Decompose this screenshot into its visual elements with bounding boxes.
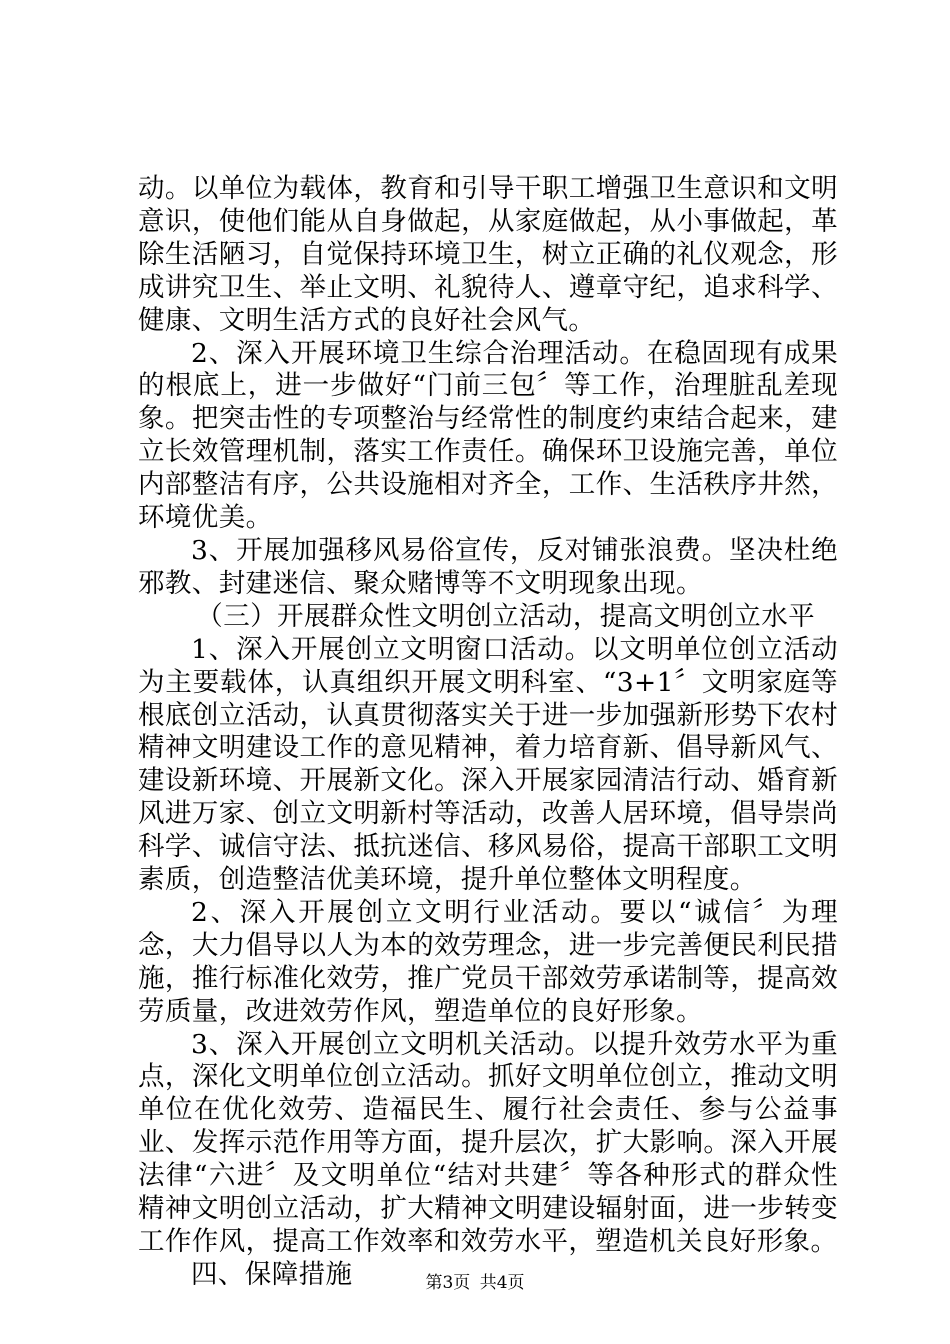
- paragraph-civilized-agency: 3、深入开展创立文明机关活动。以提升效劳水平为重点，深化文明单位创立活动。抓好文明单位创立，推动文明单位在优化效劳、造福民生、履行社会责任、参与公益事业、发挥示范作用等方面，提升层次，扩大影响。深入开展法律“六进〞及文明单位“结对共建〞等各种形式的群众性精神文明创立活动，扩大精神文明建设辐射面，进一步转变工作作风，提高工作效率和效劳水平，塑造机关良好形象。: [138, 1028, 838, 1257]
- page-footer: [0, 1272, 950, 1294]
- paragraph-hygiene-education: 动。以单位为载体，教育和引导干职工增强卫生意识和文明意识，使他们能从自身做起，从家庭做起，从小事做起，革除生活陋习，自觉保持环境卫生，树立正确的礼仪观念，形成讲究卫生、举止文明、礼貌待人、遵章守纪，追求科学、健康、文明生活方式的良好社会风气。: [138, 173, 838, 336]
- paragraph-customs-reform: 3、开展加强移风易俗宣传，反对铺张浪费。坚决杜绝邪教、封建迷信、聚众赌博等不文明现象出现。: [138, 534, 838, 599]
- section-heading-four: 四、保障措施: [191, 1258, 353, 1290]
- page-total: 共4页: [479, 1273, 525, 1293]
- paragraph-civilized-window: 1、深入开展创立文明窗口活动。以文明单位创立活动为主要载体，认真组织开展文明科室、“3+1〞文明家庭等根底创立活动，认真贯彻落实关于进一步加强新形势下农村精神文明建设工作的意见精神，着力培育新、倡导新风气、建设新环境、开展新文化。深入开展家园清洁行动、婚育新风进万家、创立文明新村等活动，改善人居环境，倡导崇尚科学、诚信守法、抵抗迷信、移风易俗，提高干部职工文明素质，创造整洁优美环境，提升单位整体文明程度。: [138, 633, 838, 896]
- section-heading-three: （三）开展群众性文明创立活动，提高文明创立水平: [196, 600, 815, 632]
- page-number: 第3页: [425, 1273, 471, 1293]
- document-body: [138, 173, 838, 1292]
- paragraph-civilized-industry: 2、深入开展创立文明行业活动。要以“诚信〞为理念，大力倡导以人为本的效劳理念，进一步完善便民利民措施，推行标准化效劳，推广党员干部效劳承诺制等，提高效劳质量，改进效劳作风，塑造单位的良好形象。: [138, 896, 838, 1027]
- paragraph-environment-governance: 2、深入开展环境卫生综合治理活动。在稳固现有成果的根底上，进一步做好“门前三包〞等工作，治理脏乱差现象。把突击性的专项整治与经常性的制度约束结合起来，建立长效管理机制，落实工作责任。确保环卫设施完善，单位内部整洁有序，公共设施相对齐全，工作、生活秩序井然，环境优美。: [138, 337, 838, 534]
